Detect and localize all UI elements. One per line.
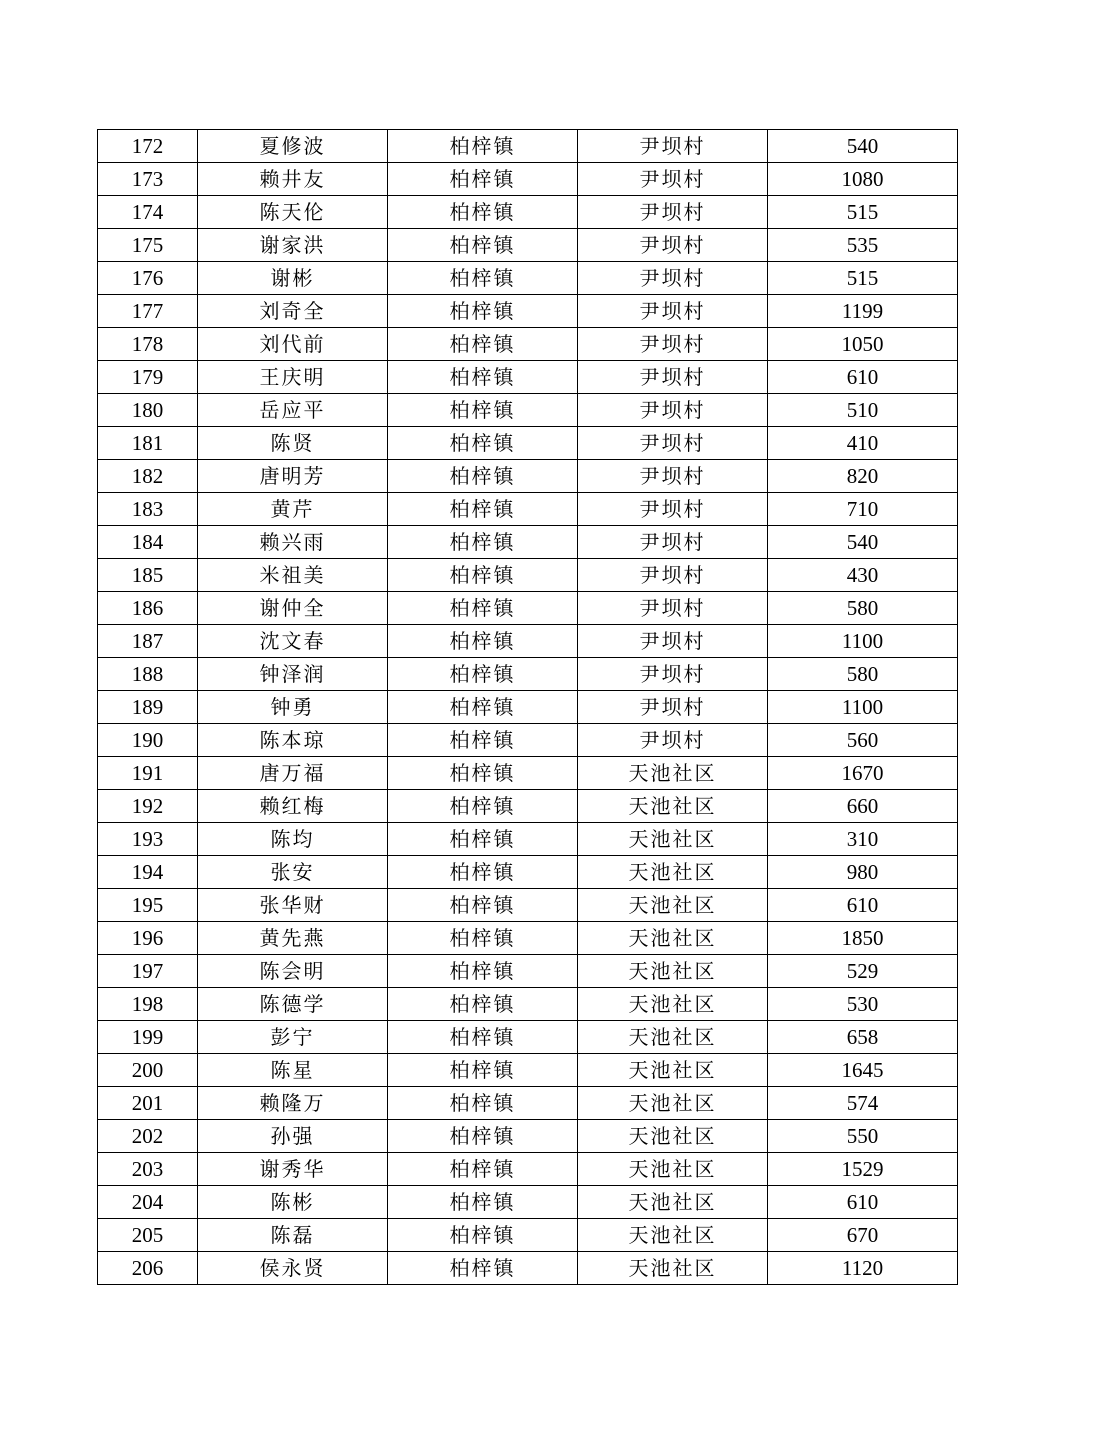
cell-village: 天池社区	[578, 1087, 768, 1120]
cell-name: 刘代前	[198, 328, 388, 361]
cell-amount: 610	[768, 889, 958, 922]
cell-amount: 515	[768, 196, 958, 229]
cell-town: 柏梓镇	[388, 1021, 578, 1054]
cell-name: 彭宁	[198, 1021, 388, 1054]
cell-amount: 1100	[768, 691, 958, 724]
cell-town: 柏梓镇	[388, 625, 578, 658]
table-row	[98, 460, 958, 493]
cell-village: 天池社区	[578, 988, 768, 1021]
cell-village: 尹坝村	[578, 625, 768, 658]
cell-village: 尹坝村	[578, 361, 768, 394]
cell-village: 尹坝村	[578, 163, 768, 196]
cell-name: 唐万福	[198, 757, 388, 790]
cell-village: 天池社区	[578, 1153, 768, 1186]
cell-village: 尹坝村	[578, 526, 768, 559]
cell-name: 赖红梅	[198, 790, 388, 823]
table-row	[98, 229, 958, 262]
cell-number: 204	[98, 1186, 198, 1219]
cell-village: 尹坝村	[578, 460, 768, 493]
cell-number: 196	[98, 922, 198, 955]
table-row	[98, 526, 958, 559]
cell-name: 米祖美	[198, 559, 388, 592]
table-row	[98, 361, 958, 394]
cell-town: 柏梓镇	[388, 592, 578, 625]
cell-town: 柏梓镇	[388, 163, 578, 196]
cell-number: 173	[98, 163, 198, 196]
cell-number: 187	[98, 625, 198, 658]
cell-number: 189	[98, 691, 198, 724]
cell-amount: 1645	[768, 1054, 958, 1087]
cell-number: 201	[98, 1087, 198, 1120]
table-row	[98, 955, 958, 988]
cell-village: 天池社区	[578, 955, 768, 988]
cell-name: 陈磊	[198, 1219, 388, 1252]
cell-number: 192	[98, 790, 198, 823]
table-row	[98, 196, 958, 229]
cell-amount: 1529	[768, 1153, 958, 1186]
cell-town: 柏梓镇	[388, 1252, 578, 1285]
cell-village: 天池社区	[578, 757, 768, 790]
cell-amount: 410	[768, 427, 958, 460]
cell-number: 191	[98, 757, 198, 790]
cell-name: 夏修波	[198, 130, 388, 163]
cell-name: 陈贤	[198, 427, 388, 460]
cell-village: 尹坝村	[578, 262, 768, 295]
cell-name: 赖井友	[198, 163, 388, 196]
cell-number: 176	[98, 262, 198, 295]
cell-village: 天池社区	[578, 1120, 768, 1153]
cell-amount: 710	[768, 493, 958, 526]
cell-town: 柏梓镇	[388, 493, 578, 526]
cell-number: 177	[98, 295, 198, 328]
table-row	[98, 163, 958, 196]
cell-town: 柏梓镇	[388, 757, 578, 790]
cell-town: 柏梓镇	[388, 955, 578, 988]
cell-amount: 1199	[768, 295, 958, 328]
cell-number: 197	[98, 955, 198, 988]
table-row	[98, 691, 958, 724]
data-table	[97, 129, 958, 1285]
cell-name: 王庆明	[198, 361, 388, 394]
cell-village: 尹坝村	[578, 196, 768, 229]
cell-name: 谢仲全	[198, 592, 388, 625]
table-row	[98, 988, 958, 1021]
cell-number: 205	[98, 1219, 198, 1252]
cell-number: 202	[98, 1120, 198, 1153]
cell-village: 天池社区	[578, 1186, 768, 1219]
table-row	[98, 592, 958, 625]
cell-town: 柏梓镇	[388, 559, 578, 592]
cell-number: 203	[98, 1153, 198, 1186]
cell-village: 天池社区	[578, 856, 768, 889]
cell-amount: 1120	[768, 1252, 958, 1285]
cell-name: 岳应平	[198, 394, 388, 427]
table-row	[98, 856, 958, 889]
cell-amount: 1850	[768, 922, 958, 955]
cell-amount: 660	[768, 790, 958, 823]
table-row	[98, 1153, 958, 1186]
cell-name: 钟勇	[198, 691, 388, 724]
cell-village: 尹坝村	[578, 658, 768, 691]
cell-amount: 540	[768, 130, 958, 163]
cell-village: 尹坝村	[578, 394, 768, 427]
cell-amount: 820	[768, 460, 958, 493]
table-row	[98, 1186, 958, 1219]
cell-village: 尹坝村	[578, 427, 768, 460]
table-row	[98, 295, 958, 328]
cell-village: 天池社区	[578, 1252, 768, 1285]
cell-village: 天池社区	[578, 1021, 768, 1054]
cell-name: 张华财	[198, 889, 388, 922]
cell-name: 陈均	[198, 823, 388, 856]
table-row	[98, 922, 958, 955]
data-table-container	[97, 129, 958, 1285]
cell-number: 172	[98, 130, 198, 163]
cell-number: 195	[98, 889, 198, 922]
cell-town: 柏梓镇	[388, 724, 578, 757]
cell-number: 198	[98, 988, 198, 1021]
cell-name: 谢家洪	[198, 229, 388, 262]
cell-name: 张安	[198, 856, 388, 889]
table-row	[98, 1054, 958, 1087]
cell-town: 柏梓镇	[388, 1087, 578, 1120]
table-row	[98, 493, 958, 526]
table-row	[98, 559, 958, 592]
cell-amount: 550	[768, 1120, 958, 1153]
cell-town: 柏梓镇	[388, 658, 578, 691]
cell-village: 天池社区	[578, 1219, 768, 1252]
cell-amount: 1100	[768, 625, 958, 658]
cell-village: 天池社区	[578, 922, 768, 955]
cell-village: 尹坝村	[578, 493, 768, 526]
cell-village: 尹坝村	[578, 559, 768, 592]
cell-village: 尹坝村	[578, 592, 768, 625]
cell-amount: 1080	[768, 163, 958, 196]
cell-name: 谢彬	[198, 262, 388, 295]
cell-name: 沈文春	[198, 625, 388, 658]
cell-amount: 530	[768, 988, 958, 1021]
cell-village: 天池社区	[578, 823, 768, 856]
table-row	[98, 130, 958, 163]
cell-amount: 310	[768, 823, 958, 856]
cell-amount: 670	[768, 1219, 958, 1252]
cell-town: 柏梓镇	[388, 1054, 578, 1087]
cell-town: 柏梓镇	[388, 394, 578, 427]
cell-town: 柏梓镇	[388, 262, 578, 295]
cell-town: 柏梓镇	[388, 856, 578, 889]
table-row	[98, 394, 958, 427]
cell-amount: 574	[768, 1087, 958, 1120]
cell-number: 183	[98, 493, 198, 526]
cell-number: 179	[98, 361, 198, 394]
table-row	[98, 790, 958, 823]
cell-number: 175	[98, 229, 198, 262]
cell-number: 182	[98, 460, 198, 493]
cell-town: 柏梓镇	[388, 889, 578, 922]
table-row	[98, 328, 958, 361]
cell-number: 190	[98, 724, 198, 757]
cell-amount: 430	[768, 559, 958, 592]
cell-number: 174	[98, 196, 198, 229]
table-row	[98, 1252, 958, 1285]
cell-town: 柏梓镇	[388, 1219, 578, 1252]
cell-town: 柏梓镇	[388, 922, 578, 955]
cell-name: 刘奇全	[198, 295, 388, 328]
cell-town: 柏梓镇	[388, 130, 578, 163]
cell-number: 194	[98, 856, 198, 889]
table-row	[98, 724, 958, 757]
cell-name: 陈彬	[198, 1186, 388, 1219]
cell-town: 柏梓镇	[388, 295, 578, 328]
cell-village: 尹坝村	[578, 295, 768, 328]
cell-village: 尹坝村	[578, 724, 768, 757]
cell-village: 天池社区	[578, 790, 768, 823]
cell-number: 180	[98, 394, 198, 427]
cell-number: 199	[98, 1021, 198, 1054]
cell-town: 柏梓镇	[388, 790, 578, 823]
cell-village: 尹坝村	[578, 328, 768, 361]
cell-town: 柏梓镇	[388, 460, 578, 493]
cell-amount: 1670	[768, 757, 958, 790]
cell-number: 184	[98, 526, 198, 559]
cell-town: 柏梓镇	[388, 823, 578, 856]
cell-name: 陈会明	[198, 955, 388, 988]
table-body	[98, 130, 958, 1285]
cell-number: 185	[98, 559, 198, 592]
cell-town: 柏梓镇	[388, 988, 578, 1021]
table-row	[98, 427, 958, 460]
cell-village: 尹坝村	[578, 691, 768, 724]
cell-name: 侯永贤	[198, 1252, 388, 1285]
cell-town: 柏梓镇	[388, 1120, 578, 1153]
cell-town: 柏梓镇	[388, 691, 578, 724]
table-row	[98, 262, 958, 295]
cell-name: 赖兴雨	[198, 526, 388, 559]
table-row	[98, 625, 958, 658]
cell-amount: 610	[768, 1186, 958, 1219]
cell-amount: 529	[768, 955, 958, 988]
cell-amount: 980	[768, 856, 958, 889]
table-row	[98, 889, 958, 922]
cell-name: 唐明芳	[198, 460, 388, 493]
cell-village: 天池社区	[578, 1054, 768, 1087]
cell-amount: 610	[768, 361, 958, 394]
cell-town: 柏梓镇	[388, 1153, 578, 1186]
cell-town: 柏梓镇	[388, 361, 578, 394]
cell-number: 188	[98, 658, 198, 691]
cell-number: 206	[98, 1252, 198, 1285]
cell-amount: 515	[768, 262, 958, 295]
cell-number: 200	[98, 1054, 198, 1087]
cell-town: 柏梓镇	[388, 1186, 578, 1219]
cell-name: 赖隆万	[198, 1087, 388, 1120]
cell-village: 尹坝村	[578, 130, 768, 163]
cell-number: 186	[98, 592, 198, 625]
cell-town: 柏梓镇	[388, 427, 578, 460]
table-row	[98, 1120, 958, 1153]
cell-name: 黄芹	[198, 493, 388, 526]
cell-number: 181	[98, 427, 198, 460]
cell-amount: 540	[768, 526, 958, 559]
table-row	[98, 1087, 958, 1120]
table-row	[98, 658, 958, 691]
cell-name: 钟泽润	[198, 658, 388, 691]
cell-name: 陈本琼	[198, 724, 388, 757]
cell-amount: 658	[768, 1021, 958, 1054]
cell-name: 陈德学	[198, 988, 388, 1021]
cell-name: 陈星	[198, 1054, 388, 1087]
cell-name: 谢秀华	[198, 1153, 388, 1186]
cell-town: 柏梓镇	[388, 526, 578, 559]
cell-number: 178	[98, 328, 198, 361]
cell-amount: 510	[768, 394, 958, 427]
cell-town: 柏梓镇	[388, 229, 578, 262]
cell-name: 陈天伦	[198, 196, 388, 229]
cell-town: 柏梓镇	[388, 328, 578, 361]
cell-amount: 1050	[768, 328, 958, 361]
table-row	[98, 823, 958, 856]
cell-amount: 580	[768, 592, 958, 625]
cell-amount: 580	[768, 658, 958, 691]
table-row	[98, 757, 958, 790]
cell-name: 孙强	[198, 1120, 388, 1153]
cell-number: 193	[98, 823, 198, 856]
table-row	[98, 1219, 958, 1252]
cell-village: 天池社区	[578, 889, 768, 922]
cell-amount: 535	[768, 229, 958, 262]
table-row	[98, 1021, 958, 1054]
cell-village: 尹坝村	[578, 229, 768, 262]
cell-name: 黄先燕	[198, 922, 388, 955]
cell-town: 柏梓镇	[388, 196, 578, 229]
cell-amount: 560	[768, 724, 958, 757]
